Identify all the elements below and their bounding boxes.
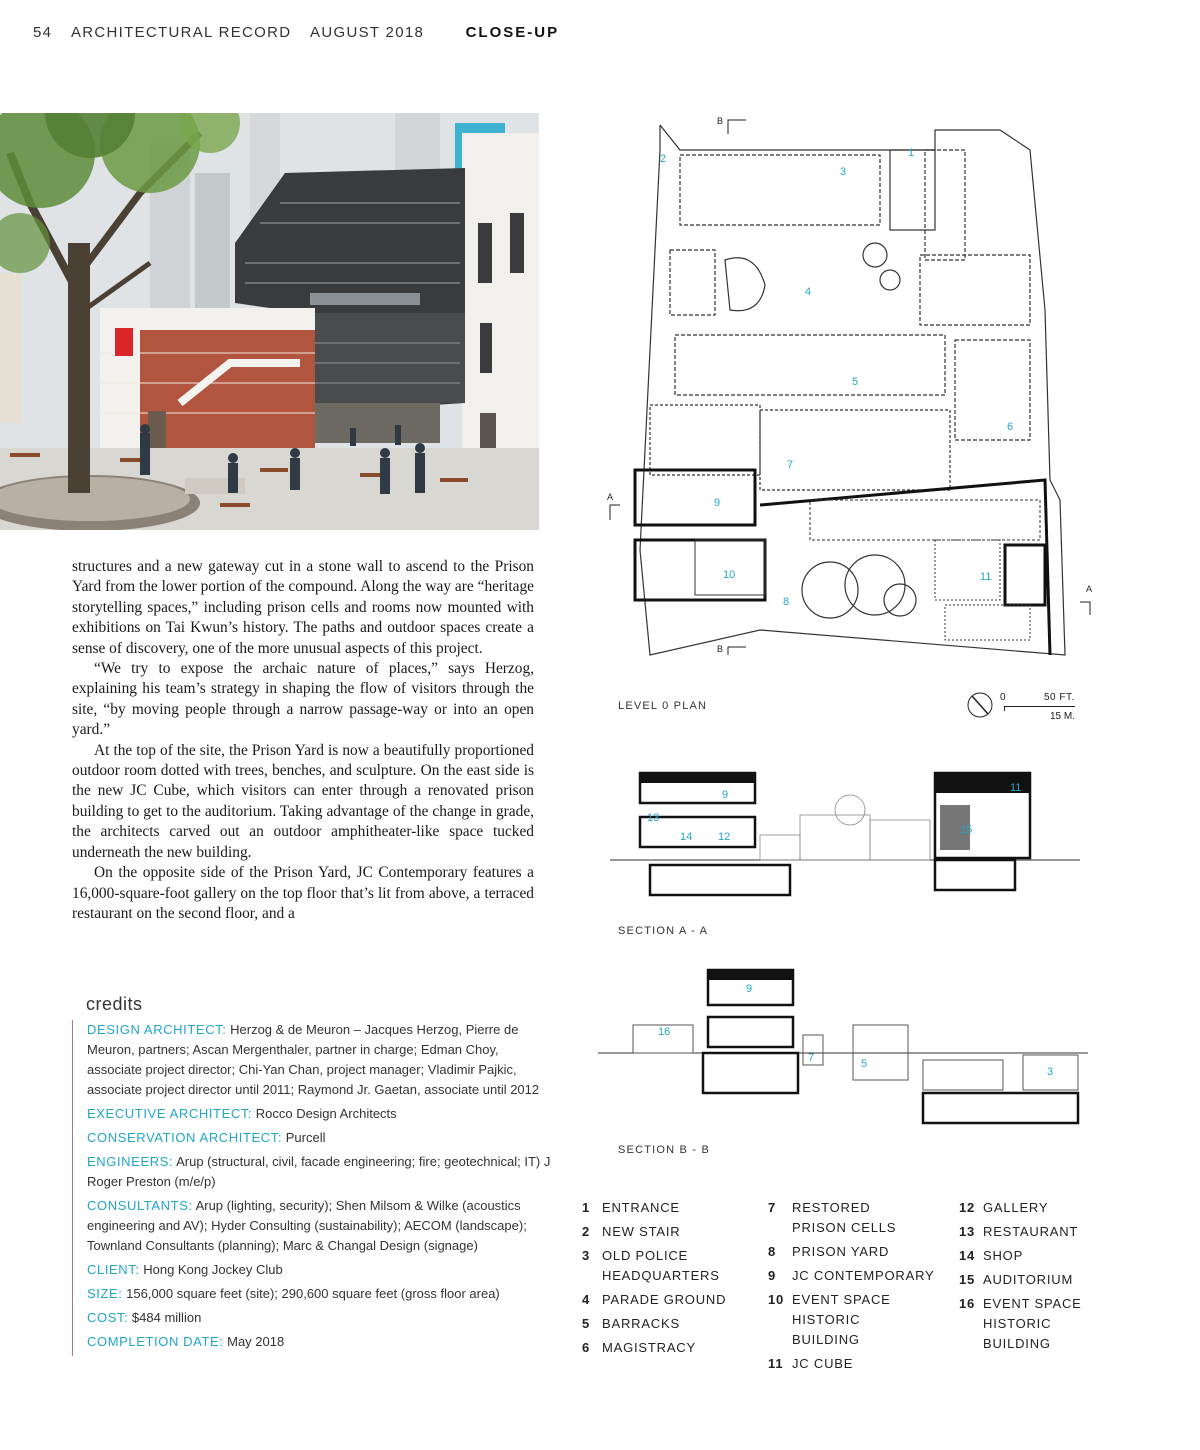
credit-label: ENGINEERS: (87, 1154, 174, 1169)
section-a-drawing (610, 765, 1090, 900)
legend-item (959, 1222, 1139, 1242)
plan-room-number: 3 (840, 166, 847, 178)
section-b-drawing (598, 965, 1098, 1130)
section-b-number: 5 (861, 1058, 868, 1070)
credit-label: COST: (87, 1310, 129, 1325)
section-a-number: 12 (718, 831, 731, 843)
credits-list (72, 1020, 555, 1356)
section-mark-a-right: A (1086, 584, 1093, 594)
section-a-number: 15 (960, 824, 973, 836)
credit-value: Arup (structural, civil, facade engineering; fire; geotechnical; IT) J Roger Preston (m/e/p) (87, 1154, 551, 1189)
credits-heading: credits (86, 994, 143, 1014)
legend-number: 4 (582, 1292, 591, 1307)
credit-value: $484 million (131, 1310, 202, 1325)
north-arrow-icon (966, 690, 996, 720)
legend-number: 6 (582, 1340, 591, 1355)
legend-number: 14 (959, 1248, 976, 1263)
legend-text: EVENT SPACE HISTORIC BUILDING (983, 1296, 1082, 1351)
section-label: CLOSE-UP (465, 24, 560, 41)
legend-text: ENTRANCE (602, 1200, 680, 1215)
legend-text: SHOP (983, 1248, 1024, 1263)
legend-item (959, 1294, 1139, 1354)
legend-column-3 (959, 1198, 1139, 1358)
credit-value: Arup (lighting, security); Shen Milsom & Wilke (acoustics engineering and AV); Hyder Consulting (sustainability); AECOM (landscape); Townland Consultants (planning); Marc & Changal Design (signage) (87, 1198, 527, 1253)
credit-value: Purcell (285, 1130, 326, 1145)
credit-completion-date (87, 1332, 555, 1352)
legend-item (582, 1314, 762, 1334)
credit-value: May 2018 (227, 1334, 285, 1349)
legend-item (959, 1270, 1139, 1290)
credit-cost (87, 1308, 555, 1328)
credit-value: Rocco Design Architects (255, 1106, 397, 1121)
credit-label: DESIGN ARCHITECT: (87, 1022, 227, 1037)
section-mark-a-left: A (607, 492, 614, 502)
legend-item (959, 1198, 1139, 1218)
legend-text: OLD POLICE HEADQUARTERS (602, 1248, 720, 1283)
legend-text: RESTAURANT (983, 1224, 1079, 1239)
section-b-number: 7 (808, 1052, 815, 1064)
article-paragraph: structures and a new gateway cut in a stone wall to ascend to the Prison Yard from the lower portion of the compound. Along the way are “heritage storytelling spaces,” including prison cells and rooms now mounted with exhibitions on Tai Kwun’s history. The paths and outdoor spaces create a sense of discovery, one of the more unusual aspects of this project. (72, 558, 534, 657)
plan-room-number: 8 (783, 596, 790, 608)
legend-number: 8 (768, 1244, 777, 1259)
page-number: 54 (33, 24, 53, 41)
credit-value: Hong Kong Jockey Club (143, 1262, 283, 1277)
legend-text: PARADE GROUND (602, 1292, 727, 1307)
legend-number: 7 (768, 1200, 777, 1215)
legend-item (959, 1246, 1139, 1266)
plan-room-number: 7 (787, 459, 794, 471)
legend-column-1 (582, 1198, 762, 1362)
legend-item (582, 1222, 762, 1242)
credit-design-architect (87, 1020, 555, 1100)
section-a-number: 13 (647, 812, 660, 824)
legend-text: RESTORED PRISON CELLS (792, 1200, 897, 1235)
legend-number: 5 (582, 1316, 591, 1331)
legend-text: PRISON YARD (792, 1244, 890, 1259)
article-paragraph: At the top of the site, the Prison Yard is now a beautifully proportioned outdoor room dotted with trees, benches, and sculpture. On the east side is the new JC Cube, which visitors can enter through a renovated prison building to get to the auditorium. Taking advantage of the change in grade, the architects carved out an outdoor amphitheater-like space tucked underneath the new building. (72, 741, 534, 861)
section-b-number: 9 (746, 983, 753, 995)
legend-item (582, 1290, 762, 1310)
plan-room-number: 10 (723, 569, 736, 581)
scale-zero: 0 (1000, 692, 1006, 703)
legend-item (582, 1338, 762, 1358)
legend-text: GALLERY (983, 1200, 1049, 1215)
legend-text: BARRACKS (602, 1316, 680, 1331)
plan-room-number: 5 (852, 376, 859, 388)
credit-executive-architect (87, 1104, 555, 1124)
credit-label: CLIENT: (87, 1262, 140, 1277)
courtyard-photo (0, 113, 539, 530)
level-0-plan-drawing (590, 110, 1110, 730)
issue-date: AUGUST 2018 (310, 24, 425, 41)
legend-number: 11 (768, 1356, 784, 1371)
article-body (72, 557, 534, 924)
plan-room-number: 6 (1007, 421, 1014, 433)
plan-caption: LEVEL 0 PLAN (618, 700, 708, 712)
legend-number: 1 (582, 1200, 591, 1215)
legend-item (582, 1198, 762, 1218)
credit-engineers (87, 1152, 555, 1192)
plan-room-number: 4 (805, 286, 812, 298)
credit-label: SIZE: (87, 1286, 123, 1301)
credit-label: EXECUTIVE ARCHITECT: (87, 1106, 253, 1121)
legend-item (768, 1354, 953, 1374)
credit-label: CONSERVATION ARCHITECT: (87, 1130, 283, 1145)
plan-room-number: 1 (908, 147, 915, 159)
legend-item (768, 1290, 953, 1350)
legend-item (768, 1198, 953, 1238)
scale-feet: 50 FT. (1044, 692, 1075, 703)
legend-number: 2 (582, 1224, 591, 1239)
credit-size (87, 1284, 555, 1304)
section-b-number: 3 (1047, 1066, 1054, 1078)
credit-conservation-architect (87, 1128, 555, 1148)
plan-room-number: 2 (660, 153, 667, 165)
section-b-number: 16 (658, 1026, 671, 1038)
publication-name: ARCHITECTURAL RECORD (70, 24, 292, 41)
running-header (33, 24, 573, 41)
legend-number: 13 (959, 1224, 976, 1239)
legend-number: 12 (959, 1200, 976, 1215)
section-a-number: 9 (722, 789, 729, 801)
scale-meters: 15 M. (1050, 711, 1076, 722)
legend-text: AUDITORIUM (983, 1272, 1074, 1287)
plan-room-number: 9 (714, 497, 721, 509)
legend-item (768, 1266, 953, 1286)
scale-bar (1000, 692, 1084, 723)
legend-text: JC CUBE (792, 1356, 854, 1371)
legend-text: NEW STAIR (602, 1224, 681, 1239)
legend-item (768, 1242, 953, 1262)
legend-text: EVENT SPACE HISTORIC BUILDING (792, 1292, 891, 1347)
credit-label: CONSULTANTS: (87, 1198, 193, 1213)
legend-column-2 (768, 1198, 953, 1378)
article-paragraph: “We try to expose the archaic nature of places,” says Herzog, explaining his team’s strategy in shaping the flow of visitors through the site, “by moving people through a narrow passage-way or into an open yard.” (72, 660, 534, 739)
section-a-number: 14 (680, 831, 693, 843)
credit-client (87, 1260, 555, 1280)
legend-text: JC CONTEMPORARY (792, 1268, 935, 1283)
legend-number: 10 (768, 1292, 785, 1307)
section-a-caption: SECTION A - A (618, 925, 709, 937)
legend-item (582, 1246, 762, 1286)
section-b-caption: SECTION B - B (618, 1144, 710, 1156)
plan-room-number: 11 (980, 571, 992, 583)
legend-number: 15 (959, 1272, 976, 1287)
article-paragraph: On the opposite side of the Prison Yard, JC Contemporary features a 16,000-square-foot gallery on the top floor that’s lit from above, a terraced restaurant on the second floor, and a (72, 864, 534, 922)
section-mark-b-bottom: B (717, 644, 724, 654)
legend-number: 3 (582, 1248, 591, 1263)
credit-consultants (87, 1196, 555, 1256)
section-mark-b-top: B (717, 116, 724, 126)
section-a-number: 11 (1010, 782, 1022, 794)
credit-value: 156,000 square feet (site); 290,600 square feet (gross floor area) (126, 1286, 500, 1301)
legend-number: 16 (959, 1296, 976, 1311)
courtyard-photo-illustration (0, 113, 539, 530)
credit-value: Herzog & de Meuron – Jacques Herzog, Pierre de Meuron, partners; Ascan Mergenthaler, partner in charge; Edman Choy, associate project director; Chi-Yan Chan, project manager; Vladimir Pajkic, associate project director until 2011; Raymond Jr. Gaetan, associate until 2012 (87, 1022, 540, 1097)
legend-number: 9 (768, 1268, 777, 1283)
credit-label: COMPLETION DATE: (87, 1334, 224, 1349)
legend-text: MAGISTRACY (602, 1340, 696, 1355)
